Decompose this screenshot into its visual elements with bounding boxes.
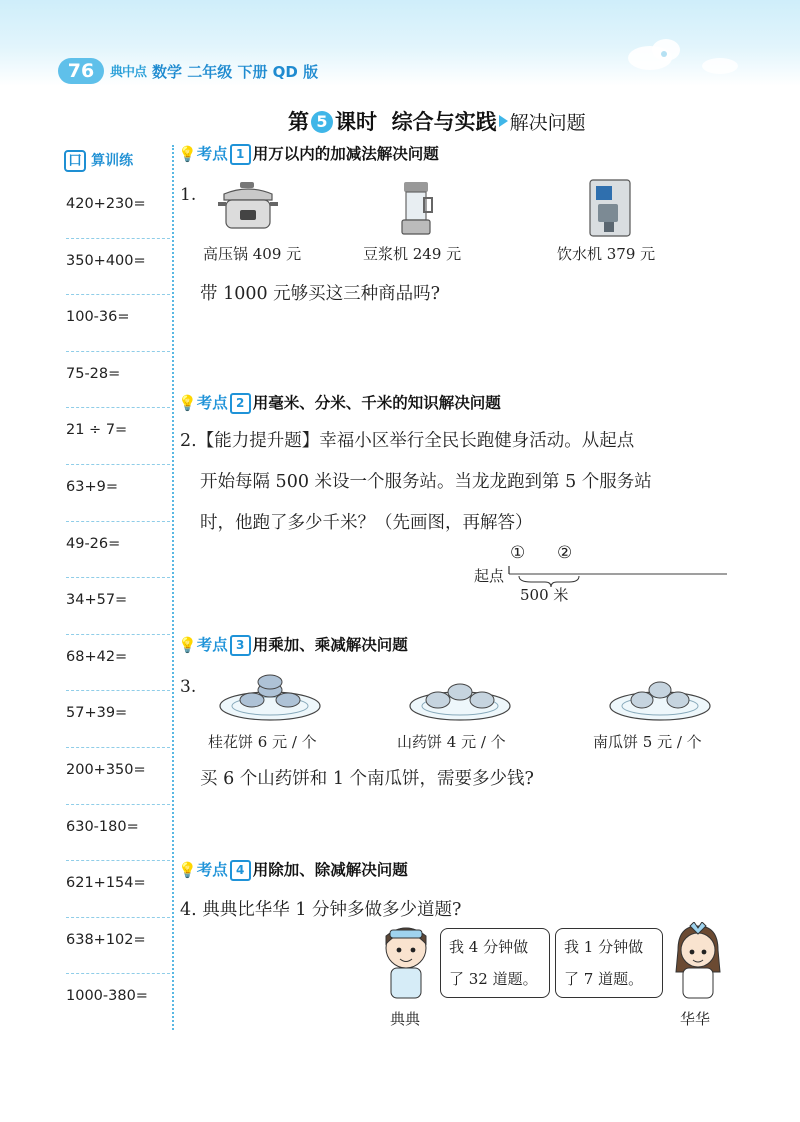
kp-title: 用乘加、乘减解决问题 (252, 636, 408, 654)
knowledge-point-4 (178, 858, 408, 881)
kp-title: 用除加、除减解决问题 (252, 861, 408, 879)
oral-item: 100-36= (66, 295, 170, 352)
water-dispenser-icon (586, 178, 634, 238)
kp-number: 1 (230, 144, 251, 165)
question-text: 4. 典典比华华 1 分钟多做多少道题? (180, 900, 462, 920)
speech-bubble-left (440, 928, 550, 998)
item-label: 高压锅 409 元 (203, 245, 302, 263)
distance-label: 500 米 (520, 586, 569, 604)
oral-training-logo (64, 150, 133, 172)
bubble-line: 了 7 道题。 (564, 970, 644, 988)
soymilk-maker-icon (398, 180, 434, 236)
question-text: 带 1000 元够买这三种商品吗? (200, 284, 441, 304)
oral-training-title: 算训练 (91, 153, 134, 169)
speech-bubble-right (555, 928, 663, 998)
lesson-title (288, 106, 586, 136)
kp-number: 4 (230, 860, 251, 881)
girl-name: 华华 (680, 1010, 711, 1028)
bubble-line: 我 1 分钟做 (564, 938, 644, 956)
oral-item: 200+350= (66, 748, 170, 805)
question-line: 开始每隔 500 米设一个服务站。当龙龙跑到第 5 个服务站 (200, 472, 652, 492)
item-label: 饮水机 379 元 (557, 245, 656, 263)
brand-logo: 典中点 (110, 65, 147, 80)
service-station-1: ① (510, 543, 526, 563)
oral-item: 621+154= (66, 861, 170, 918)
oral-item: 49-26= (66, 522, 170, 579)
question-number: 3. (180, 677, 197, 697)
oral-item: 420+230= (66, 182, 170, 239)
kp-label: 考点 (196, 636, 228, 654)
item-label: 南瓜饼 5 元 / 个 (593, 733, 702, 751)
item-label: 桂花饼 6 元 / 个 (208, 733, 317, 751)
kp-title: 用万以内的加减法解决问题 (252, 145, 439, 163)
knowledge-point-3 (178, 633, 408, 656)
kp-number: 3 (230, 635, 251, 656)
question-text: 买 6 个山药饼和 1 个南瓜饼，需要多少钱? (200, 769, 534, 789)
page-number: 76 (58, 58, 104, 84)
oral-item: 21 ÷ 7= (66, 408, 170, 465)
kp-number: 2 (230, 393, 251, 414)
question-line: 时，他跑了多少千米？（先画图，再解答） (200, 513, 533, 533)
kp-label: 考点 (196, 394, 228, 412)
yam-cake-plate-icon (408, 672, 512, 722)
bubble-line: 我 4 分钟做 (449, 938, 529, 956)
kp-label: 考点 (196, 861, 228, 879)
oral-item: 63+9= (66, 465, 170, 522)
oral-item: 34+57= (66, 578, 170, 635)
pressure-cooker-icon (218, 180, 278, 232)
diagram-start-label: 起点 (474, 567, 505, 585)
oral-item: 350+400= (66, 239, 170, 296)
service-station-2: ② (557, 543, 573, 563)
boy-name: 典典 (390, 1010, 421, 1028)
oral-item: 57+39= (66, 691, 170, 748)
osmanthus-cake-plate-icon (218, 672, 322, 722)
lightbulb-icon: 💡 (178, 861, 197, 879)
knowledge-point-2 (178, 391, 501, 414)
oral-training-list (66, 182, 170, 1031)
knowledge-point-1 (178, 142, 439, 165)
lesson-suffix: 课时 (335, 110, 377, 134)
question-number: 1. (180, 185, 197, 205)
boy-avatar (376, 922, 436, 1002)
pumpkin-cake-plate-icon (608, 672, 712, 722)
lightbulb-icon: 💡 (178, 636, 197, 654)
kp-label: 考点 (196, 145, 228, 163)
column-divider (172, 145, 174, 1030)
kp-title: 用毫米、分米、千米的知识解决问题 (252, 394, 501, 412)
lesson-subtitle: 解决问题 (509, 112, 586, 134)
girl-avatar (668, 922, 728, 1002)
question-line: 2.【能力提升题】幸福小区举行全民长跑健身活动。从起点 (180, 431, 635, 451)
bubble-line: 了 32 道题。 (449, 970, 538, 988)
oral-badge: 口 (64, 150, 86, 172)
oral-item: 68+42= (66, 635, 170, 692)
triangle-icon (499, 115, 508, 127)
lesson-prefix: 第 (288, 110, 309, 134)
oral-item: 630-180= (66, 805, 170, 862)
lesson-number: 5 (311, 111, 333, 133)
lightbulb-icon: 💡 (178, 394, 197, 412)
book-info: 数学 二年级 下册 QD 版 (152, 63, 319, 81)
lesson-main-title: 综合与实践 (391, 110, 497, 134)
cloud-icon (600, 30, 780, 80)
item-label: 山药饼 4 元 / 个 (397, 733, 506, 751)
lightbulb-icon: 💡 (178, 145, 197, 163)
oral-item: 1000-380= (66, 988, 148, 1005)
oral-item: 75-28= (66, 352, 170, 409)
oral-item: 638+102= (66, 918, 170, 975)
item-label: 豆浆机 249 元 (363, 245, 462, 263)
